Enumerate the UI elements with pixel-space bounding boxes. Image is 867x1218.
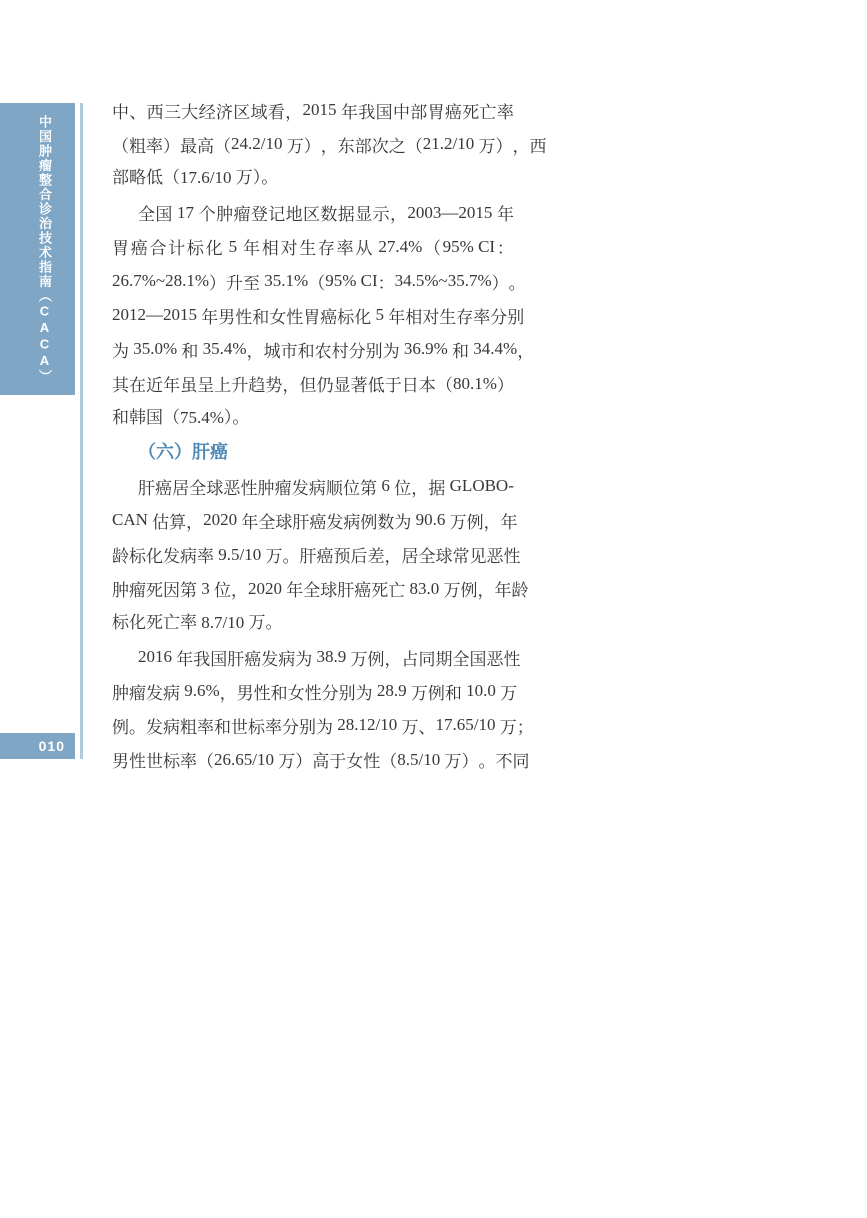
text-line: 部略低（17.6/10 万）。 xyxy=(112,168,279,188)
text-line: 男 性 世 标 率 （ 26.65/10 万 ） 高 于 女 性 （ 8.5/10 万 ） 。 不 同 xyxy=(112,749,530,772)
book-title-vertical: 中国肿瘤整合诊治技术指南（CACA） xyxy=(37,114,52,384)
text-line: 肿 瘤 死 因 第 3 位 ， 2020 年 全 球 肝 癌 死 亡 83.0 万 例 ， 年 龄 xyxy=(112,578,529,601)
page-number: 010 xyxy=(38,738,65,754)
text-line: 2016 年 我 国 肝 癌 发 病 为 38.9 万 例 ， 占 同 期 全 国 恶 性 xyxy=(138,647,521,669)
text-line: 为 35.0% 和 35.4% ， 城 市 和 农 村 分 别 为 36.9% 和 34.4% ， xyxy=(112,339,535,361)
text-line: 全 国 17 个 肿 瘤 登 记 地 区 数 据 显 示 ， 2003—2015 年 xyxy=(138,202,514,225)
section-heading: （六）肝癌 xyxy=(138,441,228,462)
text-line: （ 粗 率 ） 最 高 （ 24.2/10 万 ） ， 东 部 次 之 （ 21.2/10 万 ） ， 西 xyxy=(112,134,547,156)
text-line: 其 在 近 年 虽 呈 上 升 趋 势 ， 但 仍 显 著 低 于 日 本 （ 80.1% ） xyxy=(112,373,514,396)
text-line: 肝 癌 居 全 球 恶 性 肿 瘤 发 病 顺 位 第 6 位 ， 据 GLOBO- xyxy=(138,476,514,498)
text-line: 肿 瘤 发 病 9.6% ， 男 性 和 女 性 分 别 为 28.9 万 例 和 10.0 万 xyxy=(112,681,518,703)
text-line: 标化死亡率 8.7/10 万。 xyxy=(112,612,283,632)
text-line: 中 、 西 三 大 经 济 区 域 看 ， 2015 年 我 国 中 部 胃 癌 死 亡 率 xyxy=(112,100,514,122)
text-line: 龄 标 化 发 病 率 9.5/10 万 。 肝 癌 预 后 差 ， 居 全 球 常 见 恶 性 xyxy=(112,544,521,567)
text-line: 2012—2015 年 男 性 和 女 性 胃 癌 标 化 5 年 相 对 生 存 率 分 别 xyxy=(112,305,525,327)
book-spine-bar xyxy=(0,103,75,395)
text-line: 例 。 发 病 粗 率 和 世 标 率 分 别 为 28.12/10 万 、 17.65/10 万 ； xyxy=(112,715,534,737)
text-line: 和韩国（75.4%）。 xyxy=(112,407,250,427)
page-number-badge xyxy=(0,733,75,759)
text-line: 26.7%~28.1% ） 升 至 35.1% （ 95% CI ： 34.5%~35.7% ） 。 xyxy=(112,271,526,293)
text-line: 胃 癌 合 计 标 化 5 年 相 对 生 存 率 从 27.4% （ 95% CI ： xyxy=(112,236,514,259)
text-column xyxy=(112,93,547,777)
spine-rule-divider xyxy=(80,103,83,759)
text-line: CAN 估 算 ， 2020 年 全 球 肝 癌 发 病 例 数 为 90.6 万 例 ， 年 xyxy=(112,510,518,532)
